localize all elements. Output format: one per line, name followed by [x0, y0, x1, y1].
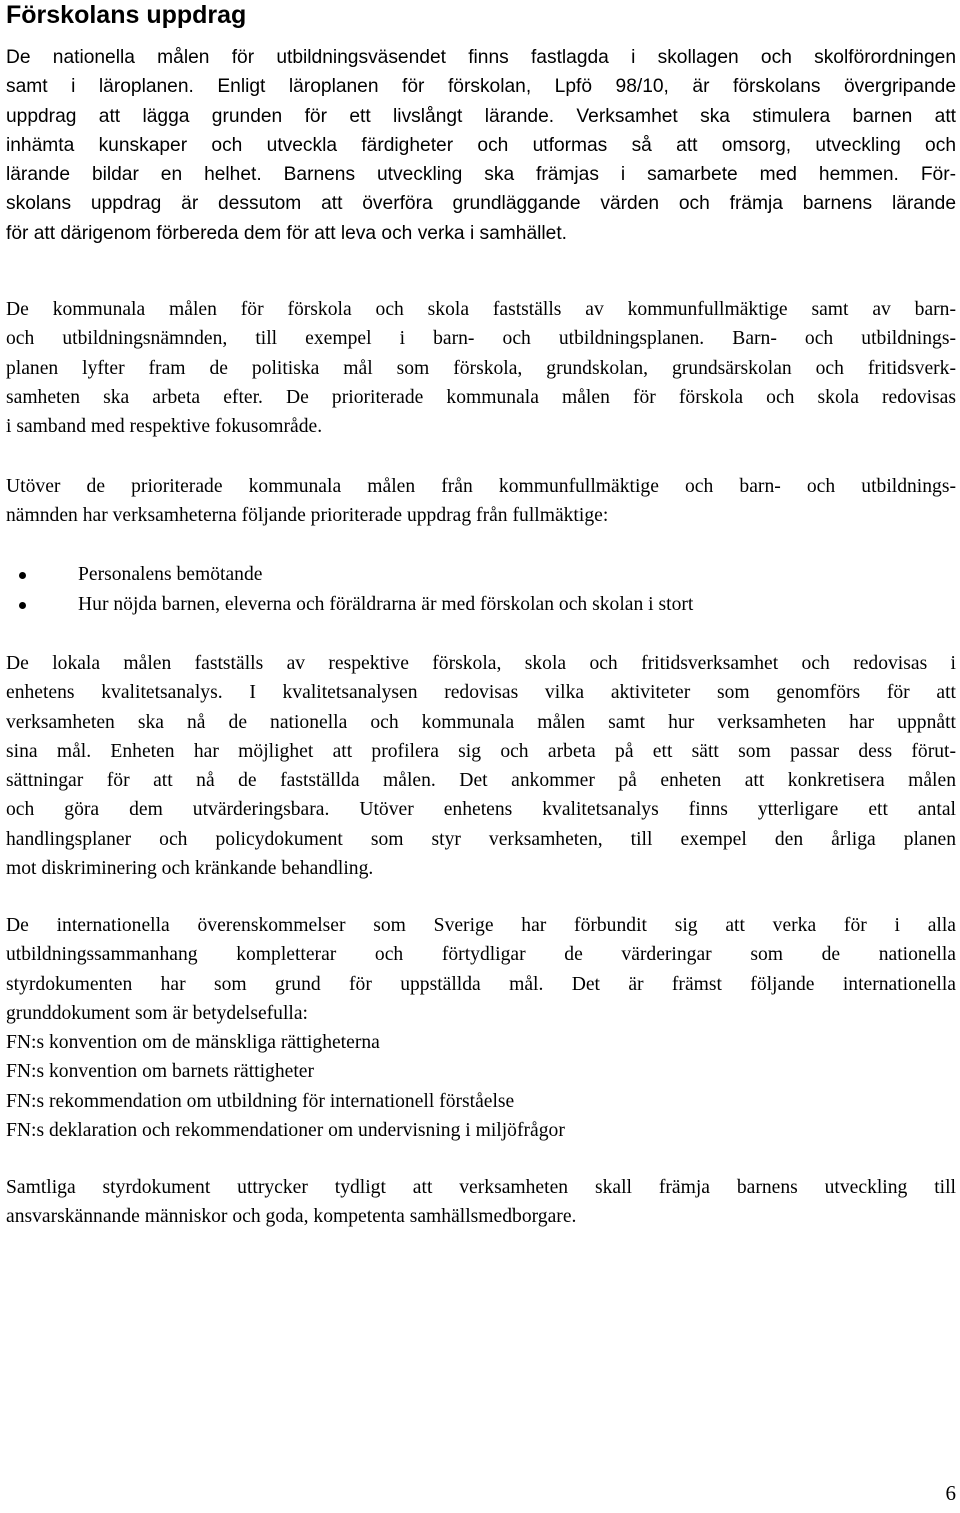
text-line: ansvarskännande människor och goda, kompetenta samhällsmedborgare. [6, 1206, 577, 1228]
text-line: enhetens kvalitetsanalys. I kvalitetsanalysen redovisas vilka aktiviteter som genomförs för att [6, 682, 956, 704]
text-line: inhämta kunskaper och utveckla färdigheter och utformas så att omsorg, utveckling och [6, 134, 956, 156]
text-line: FN:s konvention om de mänskliga rättigheterna [6, 1032, 380, 1054]
list-item-text: Hur nöjda barnen, eleverna och föräldrarna är med förskolan och skolan i stort [78, 594, 694, 615]
text-line: FN:s rekommendation om utbildning för internationell förståelse [6, 1090, 515, 1112]
text-line: nämnden har verksamheterna följande prioriterade uppdrag från fullmäktige: [6, 505, 609, 527]
text-line: verksamheten ska nå de nationella och kommunala målen samt hur verksamheten har uppnått [6, 711, 956, 733]
text-line: De nationella målen för utbildningsväsendet finns fastlagda i skollagen och skolförordningen [6, 47, 956, 68]
text-line: sina mål. Enheten har möjlighet att profilera sig och arbeta på ett sätt som passar dess förut- [6, 740, 956, 762]
paragraph-lokala-malen [6, 649, 956, 883]
text-line: för att därigenom förbereda dem för att leva och verka i samhället. [6, 222, 567, 244]
list-item [6, 560, 693, 590]
page-title: Förskolans uppdrag [6, 1, 247, 29]
text-line: skolans uppdrag är dessutom att överföra grundläggande värden och främja barnens lärande [6, 193, 956, 215]
paragraph-kommunala-malen [6, 295, 956, 441]
text-line: De internationella överenskommelser som Sverige har förbundit sig att verka för i alla [6, 915, 956, 936]
list-item [6, 590, 693, 620]
page-number: 6 [945, 1481, 956, 1505]
text-line: mot diskriminering och kränkande behandling. [6, 858, 374, 880]
list-item-text: Personalens bemötande [78, 564, 263, 585]
text-line: i samband med respektive fokusområde. [6, 416, 323, 438]
text-line: Utöver de prioriterade kommunala målen från kommunfullmäktige och barn- och utbildnings- [6, 476, 956, 497]
text-line: De kommunala målen för förskola och skola fastställs av kommunfullmäktige samt av barn- [6, 299, 956, 320]
bullet-icon [19, 572, 26, 579]
paragraph-samtliga-styrdokument [6, 1173, 956, 1232]
paragraph-prioriterade-uppdrag [6, 472, 956, 531]
text-line: styrdokumenten har som grund för uppställda mål. Det är främst följande internationella [6, 973, 956, 995]
text-line: samt i läroplanen. Enligt läroplanen för förskolan, Lpfö 98/10, är förskolans övergripande [6, 76, 956, 98]
text-line: utbildningssammanhang kompletterar och förtydligar de värderingar som de nationella [6, 944, 956, 966]
bullet-icon [19, 602, 26, 609]
text-line: lärande bildar en helhet. Barnens utveckling ska främjas i samarbete med hemmen. För- [6, 164, 956, 186]
text-line: och utbildningsnämnden, till exempel i barn- och utbildningsplanen. Barn- och utbildnings- [6, 328, 956, 350]
text-line: handlingsplaner och policydokument som styr verksamheten, till exempel den årliga planen [6, 828, 956, 850]
text-line: Samtliga styrdokument uttrycker tydligt att verksamheten skall främja barnens utveckling till [6, 1177, 956, 1198]
text-line: och göra dem utvärderingsbara. Utöver enhetens kvalitetsanalys finns ytterligare ett antal [6, 799, 956, 821]
text-line: samheten ska arbeta efter. De prioriterade kommunala målen för förskola och skola redovisas [6, 386, 956, 408]
paragraph-nationella-malen [6, 43, 956, 248]
text-line: sättningar för att nå de fastställda målen. Det ankommer på enheten att konkretisera målen [6, 770, 956, 792]
text-line: uppdrag att lägga grunden för ett livslångt lärande. Verksamhet ska stimulera barnen att [6, 105, 956, 127]
text-line: FN:s deklaration och rekommendationer om undervisning i miljöfrågor [6, 1120, 565, 1142]
text-line: De lokala målen fastställs av respektive förskola, skola och fritidsverksamhet och redovisas i [6, 653, 956, 674]
bullet-list [6, 560, 693, 620]
text-line: FN:s konvention om barnets rättigheter [6, 1061, 314, 1083]
text-line: grunddokument som är betydelsefulla: [6, 1002, 309, 1024]
paragraph-internationella [6, 911, 956, 1145]
text-line: planen lyfter fram de politiska mål som förskola, grundskolan, grundsärskolan och fritidsverk- [6, 357, 956, 379]
